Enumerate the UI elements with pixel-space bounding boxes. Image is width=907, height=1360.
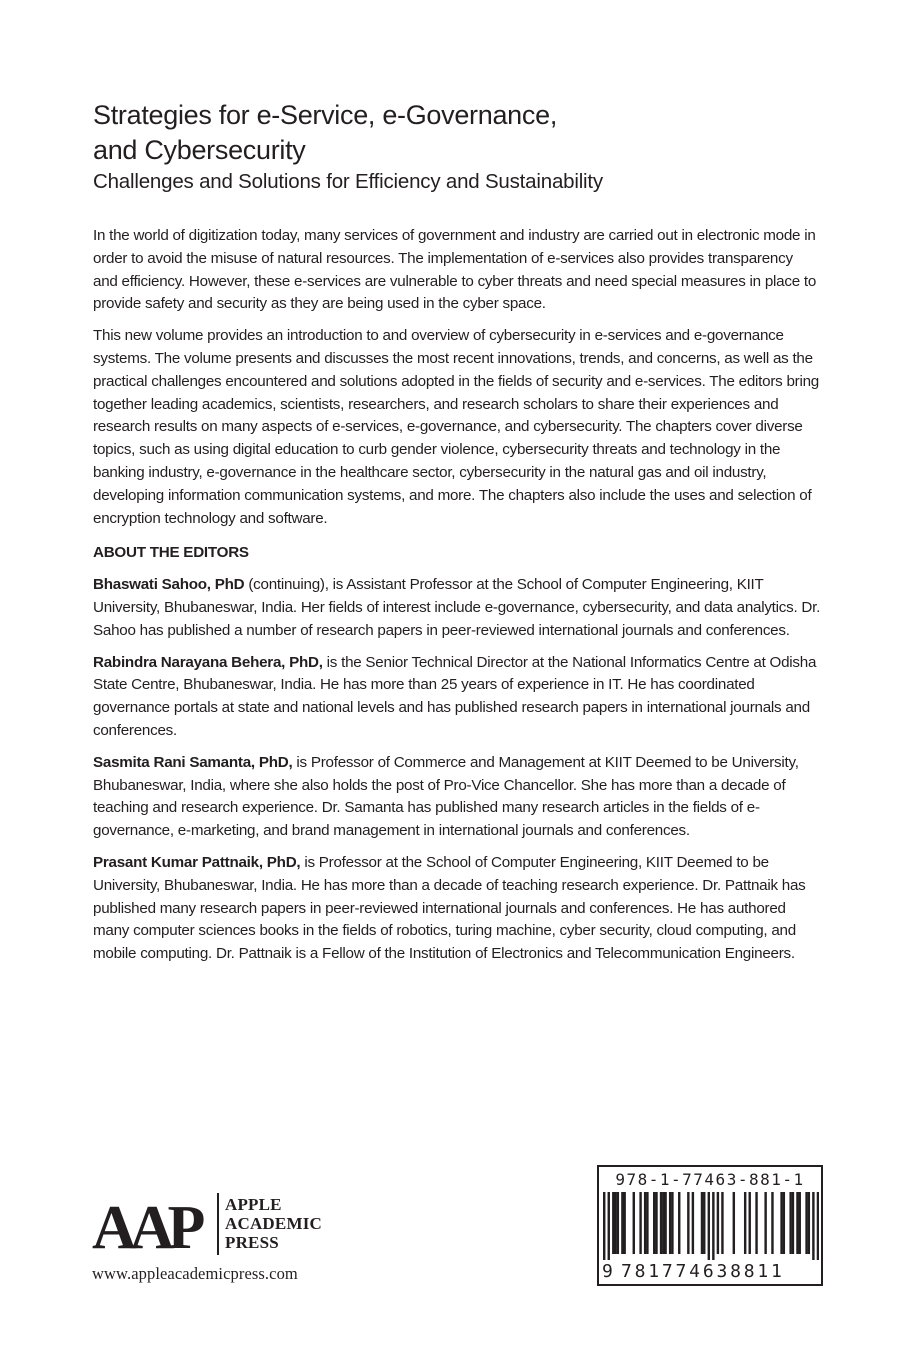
barcode-bar	[789, 1192, 791, 1254]
ean-first-digit: 9	[602, 1261, 613, 1282]
barcode-bars	[603, 1192, 819, 1260]
book-subtitle: Challenges and Solutions for Efficiency and Sustainability	[93, 170, 603, 193]
barcode-bar	[780, 1192, 782, 1254]
aap-logo-mark: AAP	[92, 1194, 199, 1262]
publisher-name-line-3: PRESS	[225, 1233, 279, 1252]
editor-bio-1	[93, 574, 821, 642]
description-paragraph-1: In the world of digitization today, many services of government and industry are carried out in electronic mode in order to avoid the misuse of natural resources. The implementation of e-services also provides transparency and efficiency. However, these e-services are vulnerable to cyber threats and need special measures in place to provide safety and security as they are being used in the cyber space.	[93, 227, 817, 313]
barcode-bar	[717, 1192, 719, 1254]
barcode-bar	[744, 1192, 746, 1254]
barcode-bar	[755, 1192, 757, 1254]
barcode-bar	[669, 1192, 671, 1254]
barcode-bar	[687, 1192, 689, 1254]
title-line-1: Strategies for e-Service, e-Governance,	[93, 100, 558, 130]
barcode-bar	[692, 1192, 694, 1254]
editor-bio-4	[93, 852, 821, 966]
editor-bio-3	[93, 752, 821, 843]
cover-text	[93, 225, 821, 975]
title-line-2: and Cybersecurity	[93, 135, 306, 165]
editor-name: Prasant Kumar Pattnaik, PhD,	[93, 853, 301, 871]
logo-divider	[217, 1193, 219, 1255]
barcode-bar	[608, 1192, 610, 1260]
publisher-name-line-1: APPLE	[225, 1195, 282, 1214]
barcode-bar	[621, 1192, 623, 1254]
editor-name: Rabindra Narayana Behera, PhD,	[93, 653, 323, 671]
barcode-bar	[805, 1192, 807, 1254]
description-paragraph-2: This new volume provides an introduction to and overview of cybersecurity in e-services and e-governance systems. The volume presents and discusses the most recent innovations, trends, and concerns, as well as the practical challenges encountered and solutions adopted in the fields of security and e-services. The editors bring together leading academics, scientists, researchers, and research scholars to share their experiences and research results on many aspects of e-services, e-governance, and cybersecurity. The chapters cover diverse topics, such as using digital education to curb gender violence, cybersecurity threats and technology in the banking industry, e-governance in the healthcare sector, cybersecurity in the natural gas and oil industry, developing information communication systems, and more. The chapters also include the uses and selection of encryption technology and software.	[93, 327, 819, 527]
editors-heading: ABOUT THE EDITORS	[93, 544, 249, 562]
barcode-bar	[614, 1192, 616, 1254]
barcode-bar	[617, 1192, 619, 1254]
publisher-logo	[92, 1193, 352, 1283]
barcode-bar	[771, 1192, 773, 1254]
barcode-bar	[678, 1192, 680, 1254]
barcode-bar	[662, 1192, 664, 1254]
publisher-website: www.appleacademicpress.com	[92, 1264, 298, 1283]
barcode-bar	[671, 1192, 673, 1254]
barcode-bar	[792, 1192, 794, 1254]
barcode-bar	[783, 1192, 785, 1254]
barcode-bar	[655, 1192, 657, 1254]
editor-bio-text: (continuing), is Assistant Professor at the School of Computer Engineering, KIIT University, Bhubaneswar, India. Her fields of interest include e-governance, cybersecurity, and data analytics. Dr. Sahoo has published a number of research papers in peer-reviewed international journals and conferences.	[93, 576, 821, 639]
barcode-bar	[703, 1192, 705, 1254]
barcode-bar	[644, 1192, 646, 1254]
barcode-bar	[646, 1192, 648, 1254]
editor-bio-text: is Professor at the School of Computer Engineering, KIIT Deemed to be University, Bhubaneswar, India. He has more than a decade of teaching research experience. Dr. Pattnaik has published many research papers in peer-reviewed international journals and conferences. He has authored many computer sciences books in the fields of robotics, turing machine, cyber security, cloud computing, and mobile computing. Dr. Pattnaik is a Fellow of the Institution of Electronics and Telecommunication Engineers.	[93, 853, 806, 963]
editor-bio-text: is Professor of Commerce and Management at KIIT Deemed to be University, Bhubaneswar, India, where she also holds the post of Pro-Vice Chancellor. She has more than a decade of teaching and research experience. Dr. Samanta has published many research articles in the fields of e-governance, e-marketing, and brand management in international journals and conferences.	[93, 753, 799, 840]
barcode-bar	[603, 1192, 605, 1260]
barcode-bar	[812, 1192, 814, 1260]
barcode-bar	[639, 1192, 641, 1254]
editor-bio-2	[93, 652, 821, 743]
barcode-bar	[708, 1192, 710, 1260]
barcode-bar	[796, 1192, 798, 1254]
editor-name: Sasmita Rani Samanta, PhD,	[93, 753, 293, 771]
barcode-bar	[764, 1192, 766, 1254]
isbn-number: 978-1-77463-881-1	[615, 1170, 805, 1189]
barcode-bar	[612, 1192, 614, 1254]
barcode-bar	[664, 1192, 666, 1254]
isbn-barcode	[597, 1165, 823, 1286]
barcode-bar	[653, 1192, 655, 1254]
barcode-bar	[633, 1192, 635, 1254]
editor-name: Bhaswati Sahoo, PhD	[93, 576, 245, 594]
barcode-bar	[808, 1192, 810, 1254]
barcode-bar	[749, 1192, 751, 1254]
barcode-bar	[721, 1192, 723, 1254]
barcode-bar	[733, 1192, 735, 1254]
barcode-bar	[799, 1192, 801, 1254]
publisher-name	[225, 1195, 322, 1252]
publisher-name-line-2: ACADEMIC	[225, 1214, 322, 1233]
title-block	[93, 98, 853, 196]
barcode-bar	[623, 1192, 625, 1254]
barcode-bar	[817, 1192, 819, 1260]
ean-remaining-digits: 781774638811	[621, 1261, 785, 1282]
editor-bio-text: is the Senior Technical Director at the National Informatics Centre at Odisha State Centre, Bhubaneswar, India. He has more than 25 years of experience in IT. He has coordinated governance portals at state and national levels and has published research papers in international journals and conferences.	[93, 653, 817, 739]
barcode-bar	[660, 1192, 662, 1254]
book-title	[93, 98, 853, 168]
barcode-bar	[712, 1192, 714, 1260]
barcode-bar	[701, 1192, 703, 1254]
